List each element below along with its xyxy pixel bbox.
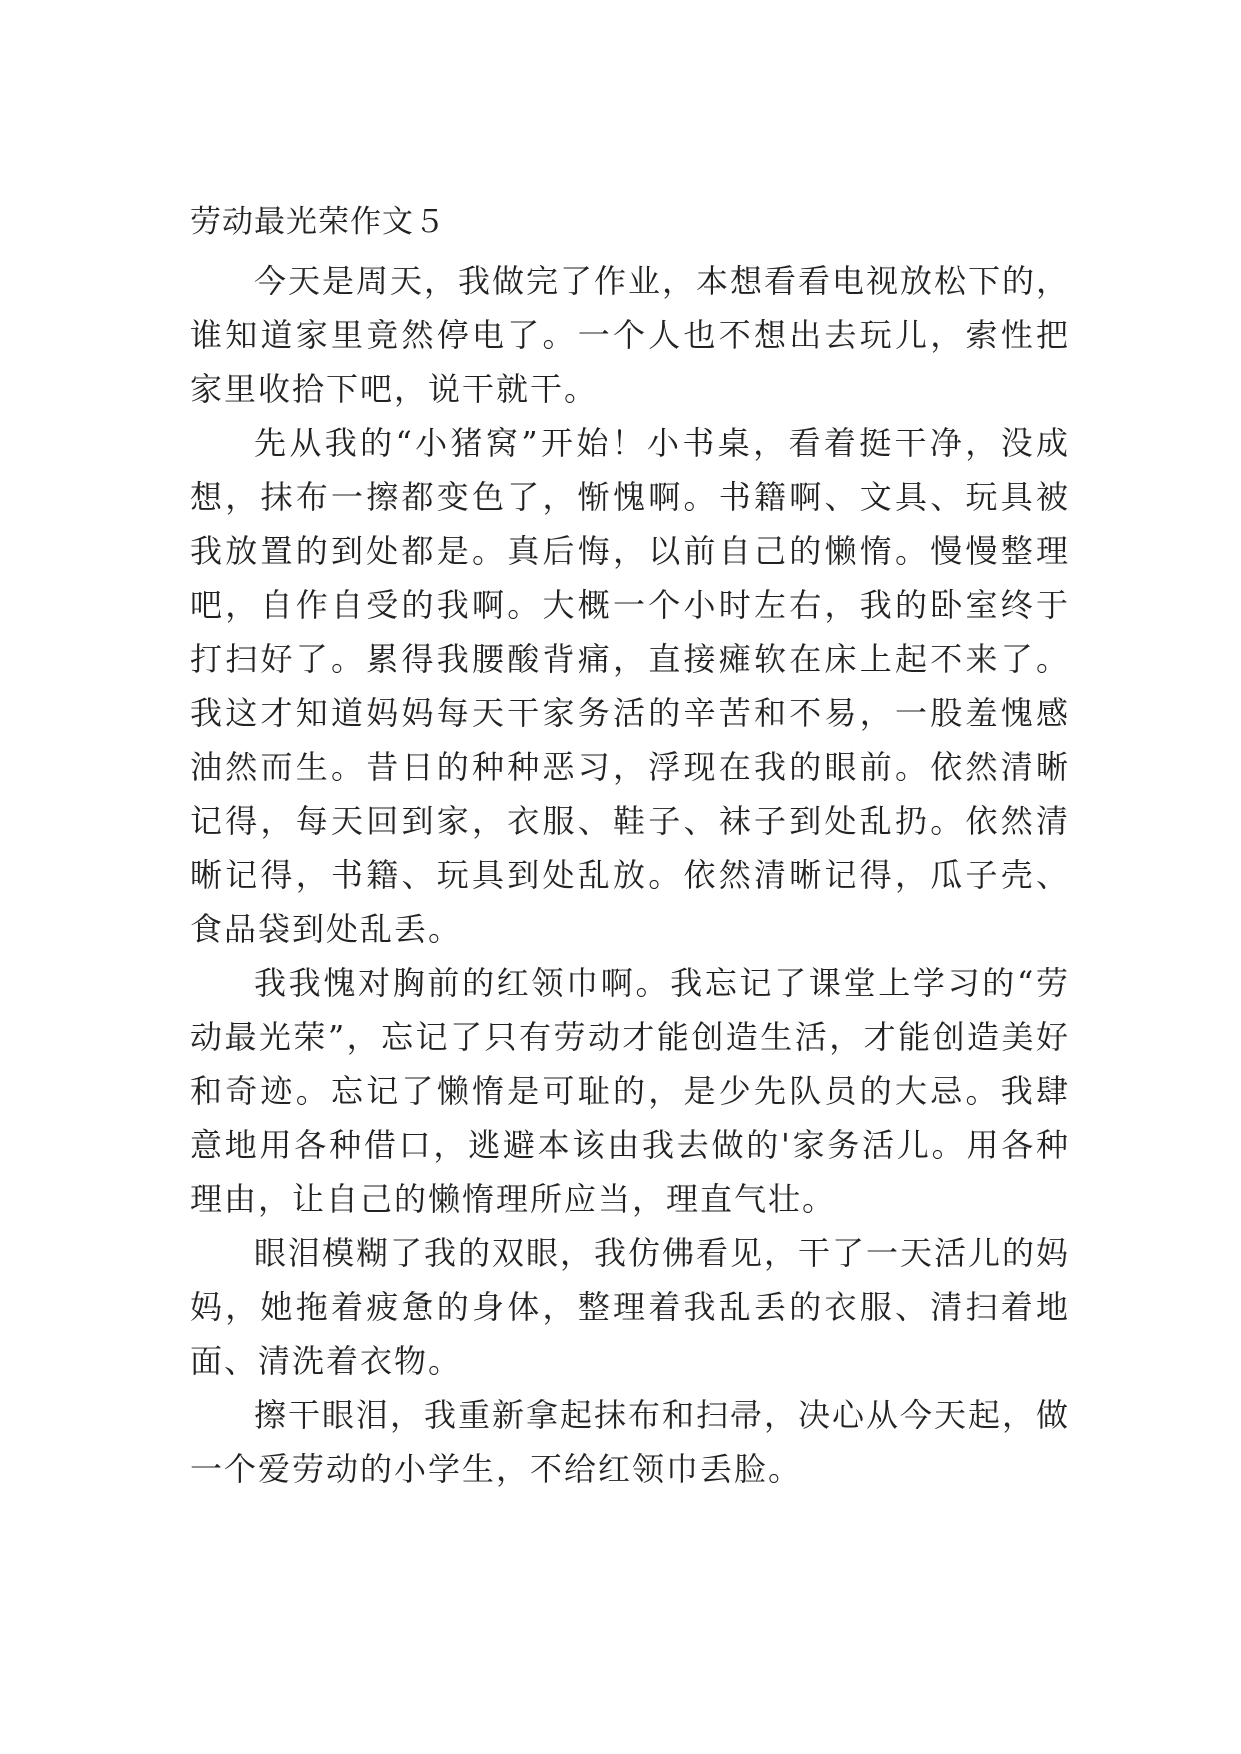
paragraph-1: 今天是周天，我做完了作业，本想看看电视放松下的，谁知道家里竟然停电了。一个人也不想出去玩儿，索性把家里收拾下吧，说干就干。 [190, 262, 1071, 408]
paragraph-2: 先从我的“小猪窝”开始！小书桌，看着挺干净，没成想，抹布一擦都变色了，惭愧啊。书籍啊、文具、玩具被我放置的到处都是。真后悔，以前自己的懒惰。慢慢整理吧，自作自受的我啊。大概一个小时左右，我的卧室终于打扫好了。累得我腰酸背痛，直接瘫软在床上起不来了。我这才知道妈妈每天干家务活的辛苦和不易，一股羞愧感油然而生。昔日的种种恶习，浮现在我的眼前。依然清晰记得，每天回到家，衣服、鞋子、袜子到处乱扔。依然清晰记得，书籍、玩具到处乱放。依然清晰记得，瓜子壳、食品袋到处乱丢。 [190, 424, 1070, 948]
paragraph-4: 眼泪模糊了我的双眼，我仿佛看见，干了一天活儿的妈妈，她拖着疲惫的身体，整理着我乱丢的衣服、清扫着地面、清洗着衣物。 [190, 1234, 1071, 1380]
paragraph-3: 我我愧对胸前的红领巾啊。我忘记了课堂上学习的“劳动最光荣”，忘记了只有劳动才能创造生活，才能创造美好和奇迹。忘记了懒惰是可耻的，是少先队员的大忌。我肆意地用各种借口，逃避本该由我去做的'家务活儿。用各种理由，让自己的懒惰理所应当，理直气壮。 [190, 964, 1070, 1218]
essay-body [190, 196, 1070, 1496]
paragraph-5: 擦干眼泪，我重新拿起抹布和扫帚，决心从今天起，做一个爱劳动的小学生，不给红领巾丢脸。 [190, 1396, 1071, 1488]
essay-title: 劳动最光荣作文５ [190, 204, 446, 240]
